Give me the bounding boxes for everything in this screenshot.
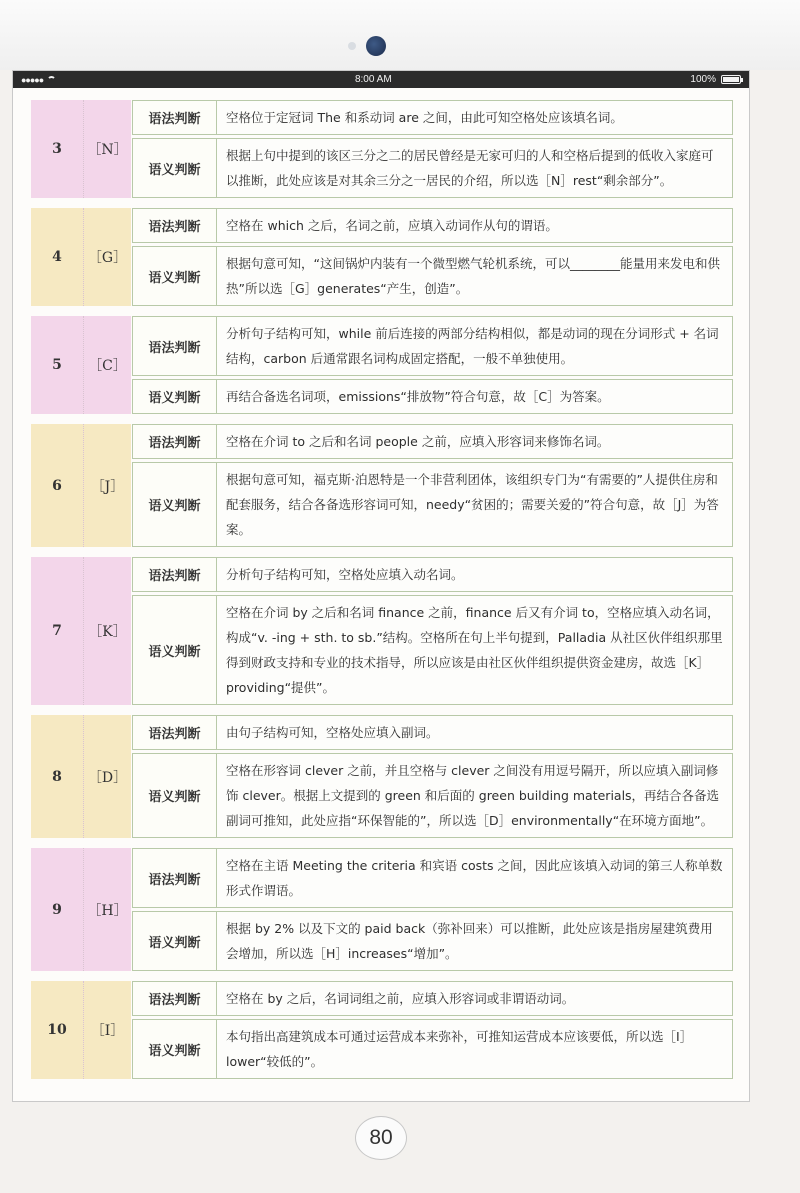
answer-group: [31, 208, 733, 306]
analysis-rows: [132, 100, 733, 198]
answer-letter: ［D］: [83, 715, 131, 838]
judgement-text: 根据句意可知，福克斯·泊恩特是一个非营利团体，该组织专门为“有需要的”人提供住房和配套服务，结合各备选形容词可知，needy“贫困的；需要关爱的”符合句意，故［J］为答案。: [216, 462, 733, 547]
analysis-row: [132, 246, 733, 306]
analysis-rows: [132, 715, 733, 838]
judgement-label: 语法判断: [132, 715, 216, 750]
judgement-text: 根据句意可知，“这间锅炉内装有一个微型燃气轮机系统，可以________能量用来发电和供热”所以选［G］generates“产生，创造”。: [216, 246, 733, 306]
judgement-label: 语义判断: [132, 1019, 216, 1079]
analysis-row: [132, 595, 733, 705]
tablet-bezel: [0, 0, 800, 70]
sensor-dot: [348, 42, 356, 50]
analysis-rows: [132, 316, 733, 414]
judgement-label: 语法判断: [132, 424, 216, 459]
analysis-row: [132, 462, 733, 547]
analysis-row: [132, 911, 733, 971]
analysis-row: [132, 138, 733, 198]
answer-group: [31, 316, 733, 414]
judgement-label: 语法判断: [132, 981, 216, 1016]
analysis-rows: [132, 424, 733, 547]
analysis-row: [132, 100, 733, 135]
answer-letter: ［I］: [83, 981, 131, 1079]
answer-group: [31, 848, 733, 971]
judgement-text: 根据 by 2% 以及下文的 paid back（弥补回来）可以推断，此处应该是指房屋建筑费用会增加，所以选［H］increases“增加”。: [216, 911, 733, 971]
analysis-row: [132, 557, 733, 592]
analysis-rows: [132, 208, 733, 306]
question-number: 5: [31, 316, 83, 414]
answer-group: [31, 981, 733, 1079]
battery-icon: [721, 75, 741, 84]
question-number: 7: [31, 557, 83, 705]
wifi-icon: [47, 76, 56, 83]
judgement-text: 空格在介词 by 之后和名词 finance 之前，finance 后又有介词 to，空格应填入动名词，构成“v. -ing + sth. to sb.”结构。空格所在句上半句提到，Palladia 从社区伙伴组织那里得到财政支持和专业的技术指导，所以应该是由社区伙伴组织提供资金建房，故选［K］providing“提供”。: [216, 595, 733, 705]
analysis-row: [132, 424, 733, 459]
battery-percent: 100%: [690, 74, 716, 85]
judgement-label: 语义判断: [132, 462, 216, 547]
question-number: 9: [31, 848, 83, 971]
answer-letter: ［G］: [83, 208, 131, 306]
analysis-row: [132, 208, 733, 243]
judgement-text: 分析句子结构可知，while 前后连接的两部分结构相似，都是动词的现在分词形式 + 名词结构，carbon 后通常跟名词构成固定搭配，一般不单独使用。: [216, 316, 733, 376]
question-number: 4: [31, 208, 83, 306]
judgement-label: 语法判断: [132, 100, 216, 135]
judgement-label: 语义判断: [132, 379, 216, 414]
answer-table: [13, 88, 749, 1079]
signal-icon: ●●●●●: [21, 74, 44, 85]
answer-letter: ［N］: [83, 100, 131, 198]
analysis-row: [132, 848, 733, 908]
judgement-text: 根据上句中提到的该区三分之二的居民曾经是无家可归的人和空格后提到的低收入家庭可以推断，此处应该是对其余三分之一居民的介绍，所以选［N］rest“剩余部分”。: [216, 138, 733, 198]
question-number: 3: [31, 100, 83, 198]
judgement-label: 语义判断: [132, 138, 216, 198]
judgement-label: 语义判断: [132, 246, 216, 306]
answer-letter: ［K］: [83, 557, 131, 705]
answer-group: [31, 715, 733, 838]
camera-icon: [366, 36, 386, 56]
judgement-text: 空格在 which 之后，名词之前，应填入动词作从句的谓语。: [216, 208, 733, 243]
judgement-text: 空格在介词 to 之后和名词 people 之前，应填入形容词来修饰名词。: [216, 424, 733, 459]
question-number: 10: [31, 981, 83, 1079]
analysis-row: [132, 753, 733, 838]
analysis-row: [132, 981, 733, 1016]
analysis-rows: [132, 981, 733, 1079]
judgement-text: 由句子结构可知，空格处应填入副词。: [216, 715, 733, 750]
judgement-label: 语法判断: [132, 557, 216, 592]
question-number: 8: [31, 715, 83, 838]
judgement-text: 本句指出高建筑成本可通过运营成本来弥补，可推知运营成本应该要低，所以选［I］lower“较低的”。: [216, 1019, 733, 1079]
judgement-text: 空格位于定冠词 The 和系动词 are 之间，由此可知空格处应该填名词。: [216, 100, 733, 135]
status-time: 8:00 AM: [354, 74, 392, 85]
analysis-rows: [132, 557, 733, 705]
answer-letter: ［C］: [83, 316, 131, 414]
status-bar: [13, 71, 749, 88]
judgement-text: 再结合备选名词项，emissions“排放物”符合句意，故［C］为答案。: [216, 379, 733, 414]
judgement-label: 语义判断: [132, 911, 216, 971]
tablet-screen: [12, 70, 750, 1102]
judgement-text: 空格在 by 之后，名词词组之前，应填入形容词或非谓语动词。: [216, 981, 733, 1016]
analysis-row: [132, 1019, 733, 1079]
judgement-label: 语法判断: [132, 316, 216, 376]
judgement-label: 语义判断: [132, 595, 216, 705]
analysis-row: [132, 316, 733, 376]
answer-group: [31, 557, 733, 705]
judgement-text: 分析句子结构可知，空格处应填入动名词。: [216, 557, 733, 592]
judgement-label: 语义判断: [132, 753, 216, 838]
answer-letter: ［H］: [83, 848, 131, 971]
answer-group: [31, 100, 733, 198]
analysis-row: [132, 715, 733, 750]
analysis-row: [132, 379, 733, 414]
judgement-text: 空格在形容词 clever 之前，并且空格与 clever 之间没有用逗号隔开，所以应填入副词修饰 clever。根据上文提到的 green 和后面的 green building materials，再结合各备选副词可推知，此处应指“环保智能的”，所以选［D］environmentally“在环境方面地”。: [216, 753, 733, 838]
question-number: 6: [31, 424, 83, 547]
analysis-rows: [132, 848, 733, 971]
answer-letter: ［J］: [83, 424, 131, 547]
judgement-text: 空格在主语 Meeting the criteria 和宾语 costs 之间，因此应该填入动词的第三人称单数形式作谓语。: [216, 848, 733, 908]
judgement-label: 语法判断: [132, 848, 216, 908]
judgement-label: 语法判断: [132, 208, 216, 243]
page-number: 80: [355, 1116, 407, 1160]
answer-group: [31, 424, 733, 547]
